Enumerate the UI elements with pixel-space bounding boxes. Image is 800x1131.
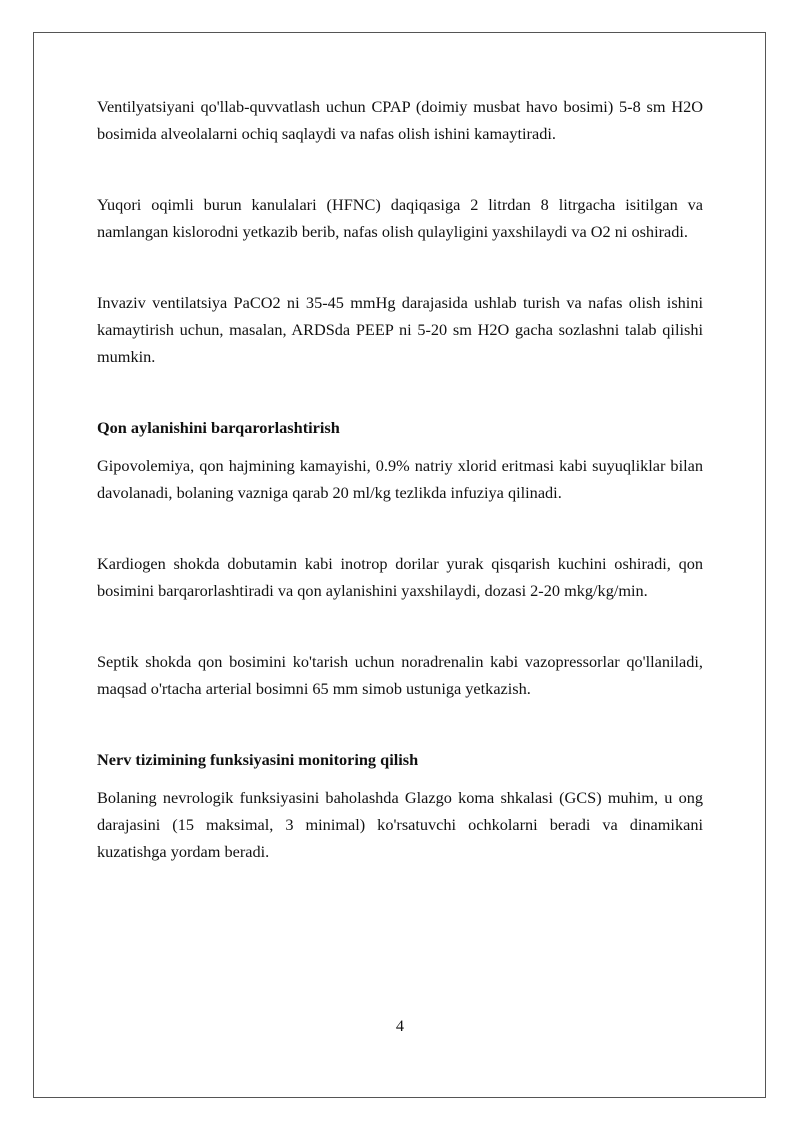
page-number: 4 <box>395 1016 405 1035</box>
section-heading-circulation: Qon aylanishini barqarorlashtirish <box>97 418 340 437</box>
paragraph-cardiogenic-shock: Kardiogen shokda dobutamin kabi inotrop dorilar yurak qisqarish kuchini oshiradi, qon bosimini barqarorlashtiradi va qon aylanishini yaxshilaydi, dozasi 2-20 mkg/kg/min. <box>97 554 703 600</box>
section-heading-nervous-system: Nerv tizimining funksiyasini monitoring qilish <box>97 750 419 769</box>
paragraph-hypovolemia: Gipovolemiya, qon hajmining kamayishi, 0.9% natriy xlorid eritmasi kabi suyuqliklar bilan davolanadi, bolaning vazniga qarab 20 ml/kg tezlikda infuziya qilinadi. <box>97 456 703 502</box>
paragraph-septic-shock: Septik shokda qon bosimini ko'tarish uchun noradrenalin kabi vazopressorlar qo'llaniladi, maqsad o'rtacha arterial bosimni 65 mm simob ustuniga yetkazish. <box>97 652 703 698</box>
document-body <box>97 93 703 865</box>
paragraph-invasive-ventilation: Invaziv ventilatsiya PaCO2 ni 35-45 mmHg darajasida ushlab turish va nafas olish ishini kamaytirish uchun, masalan, ARDSda PEEP ni 5-20 sm H2O gacha sozlashni talab qilishi mumkin. <box>97 293 703 366</box>
paragraph-glasgow-coma-scale: Bolaning nevrologik funksiyasini baholashda Glazgo koma shkalasi (GCS) muhim, u ong darajasini (15 maksimal, 3 minimal) ko'rsatuvchi ochkolarni beradi va dinamikani kuzatishga yordam beradi. <box>97 788 703 861</box>
paragraph-cpap: Ventilyatsiyani qo'llab-quvvatlash uchun CPAP (doimiy musbat havo bosimi) 5-8 sm H2O bosimida alveolalarni ochiq saqlaydi va nafas olish ishini kamaytiradi. <box>97 97 703 143</box>
paragraph-hfnc: Yuqori oqimli burun kanulalari (HFNC) daqiqasiga 2 litrdan 8 litrgacha isitilgan va namlangan kislorodni yetkazib berib, nafas olish qulayligini yaxshilaydi va O2 ni oshiradi. <box>97 195 703 241</box>
